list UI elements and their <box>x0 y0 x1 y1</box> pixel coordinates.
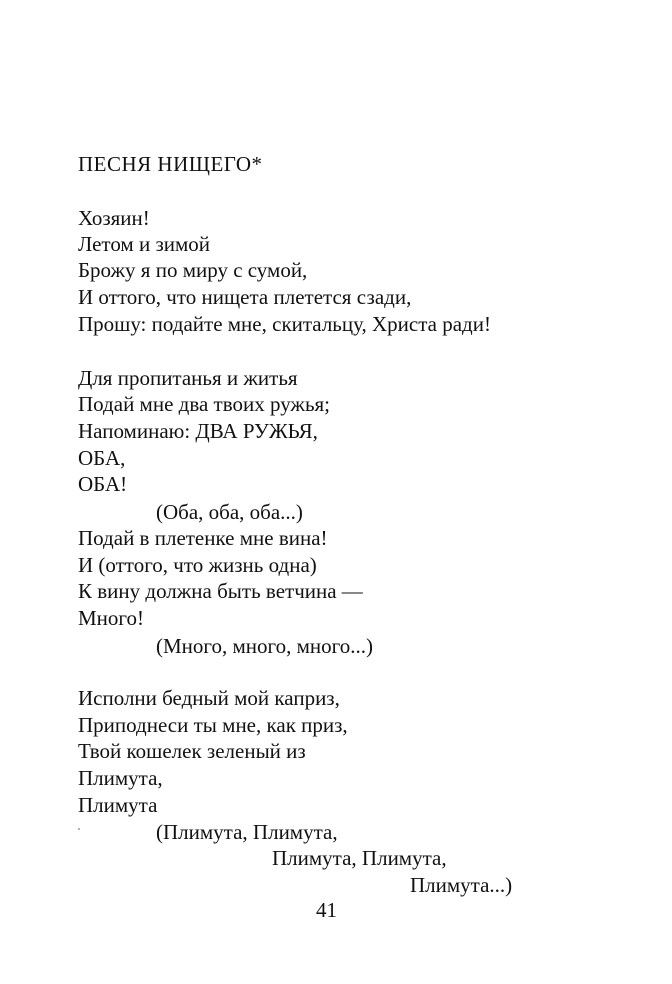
poem-line: Плимута <box>78 793 158 817</box>
poem-line: Исполни бедный мой каприз, <box>78 686 340 710</box>
poem-line-indented: Плимута...) <box>410 873 513 897</box>
poem-line-indented: (Плимута, Плимута, <box>156 820 338 844</box>
poem-line: Твой кошелек зеленый из <box>78 739 306 763</box>
poem-title: ПЕСНЯ НИЩЕГО* <box>78 152 263 176</box>
poem-line: Хозяин! <box>78 206 150 230</box>
poem-line-indented: (Оба, оба, оба...) <box>156 500 303 524</box>
poem-line: И (оттого, что жизнь одна) <box>78 553 317 577</box>
print-speck <box>78 828 80 830</box>
poem-line-indented: Плимута, Плимута, <box>272 846 447 870</box>
poem-line: Плимута, <box>78 766 163 790</box>
poem-line: Летом и зимой <box>78 232 211 256</box>
poem-line: Подай в плетенке мне вина! <box>78 526 328 550</box>
poem-line: К вину должна быть ветчина — <box>78 579 363 603</box>
poem-line: Для пропитанья и житья <box>78 366 298 390</box>
poem-line: Подай мне два твоих ружья; <box>78 392 331 416</box>
poem-line-indented: (Много, много, много...) <box>156 634 373 658</box>
poem-line: Прошу: подайте мне, скитальцу, Христа ради! <box>78 312 491 336</box>
poem-line: Брожу я по миру с сумой, <box>78 258 308 282</box>
poem-line: ОБА! <box>78 472 128 496</box>
poem-line: Приподнеси ты мне, как приз, <box>78 713 348 737</box>
poem-line: Много! <box>78 606 144 630</box>
poem-line: Напоминаю: ДВА РУЖЬЯ, <box>78 419 318 443</box>
poem-line: ОБА, <box>78 446 126 470</box>
poem-line: И оттого, что нищета плетется сзади, <box>78 285 412 309</box>
page-number: 41 <box>316 898 337 922</box>
